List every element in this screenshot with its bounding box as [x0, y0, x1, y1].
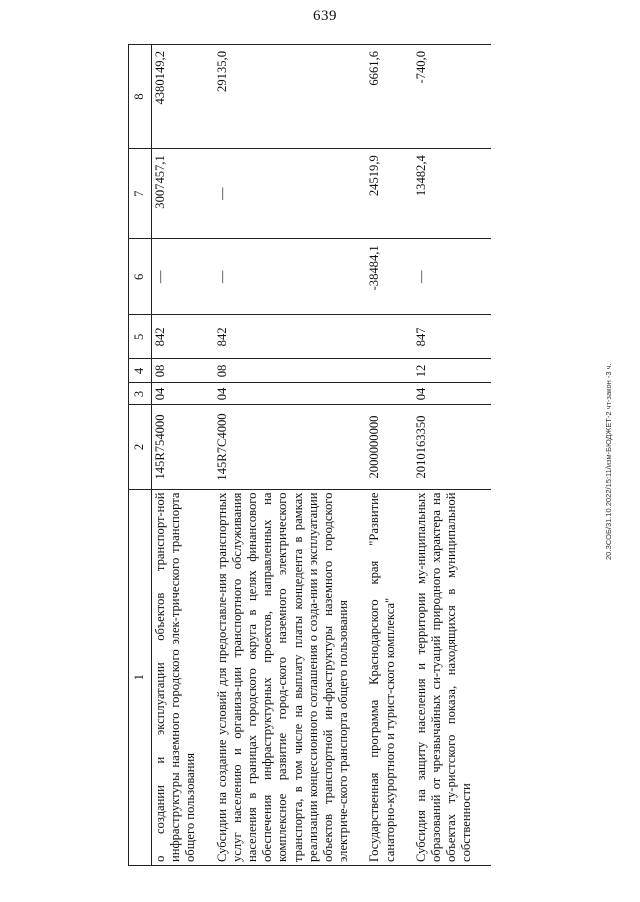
header-col-4: 4 [129, 359, 152, 383]
table-row [215, 45, 368, 866]
row-subsection: 08 [152, 359, 215, 383]
page-number: 639 [313, 8, 337, 24]
row-code: 145R754000 [152, 405, 215, 489]
row-subsection [367, 359, 413, 383]
row-name: Субсидии на создание условий для предоставле-ния транспортных услуг населению и организа-ции транспортного обслуживания населения в границах городского округа в целях финансового обеспечения инфраструктурных проектов, направленных на комплексное развитие город-ского наземного электрического транспорта, в том числе на выплату платы концедента в рамках реализации концессионного соглашения о созда-нии и эксплуатации объектов транспортной ин-фраструктуры наземного городского электриче-ского транспорта общего пользования [215, 489, 368, 865]
row-col-7: 24519,9 [367, 149, 413, 239]
header-col-8: 8 [129, 45, 152, 149]
budget-table [128, 44, 491, 866]
header-col-1: 1 [129, 489, 152, 865]
row-code: 2010163350 [414, 405, 491, 489]
row-code: 145R7C4000 [215, 405, 368, 489]
row-section: 04 [215, 383, 368, 405]
row-name: о создании и эксплуатации объектов транспорт-ной инфраструктуры наземного городского элек-трического транспорта общего пользования [152, 489, 215, 865]
table-row [367, 45, 413, 866]
row-section: 04 [152, 383, 215, 405]
row-subsection: 08 [215, 359, 368, 383]
header-col-3: 3 [129, 383, 152, 405]
row-name: Государственная программа Краснодарского края "Развитие санаторно-курортного и турист-ского комплекса" [367, 489, 413, 865]
row-expense-type: 842 [215, 315, 368, 359]
header-col-7: 7 [129, 149, 152, 239]
row-col-6: — [152, 239, 215, 315]
row-col-8: 29135,0 [215, 45, 368, 149]
row-subsection: 12 [414, 359, 491, 383]
header-col-6: 6 [129, 239, 152, 315]
document-footer-stamp: 20.ЗСОБ/31.10.2022/15:11/изм-БЮДЖЕТ-2 чт-закон -3 ч. [604, 363, 613, 560]
row-code: 2000000000 [367, 405, 413, 489]
budget-table-rotated [128, 44, 628, 866]
table-row [414, 45, 491, 866]
table-row [152, 45, 215, 866]
row-expense-type: 842 [152, 315, 215, 359]
row-col-6: — [215, 239, 368, 315]
row-section [367, 383, 413, 405]
row-expense-type [367, 315, 413, 359]
row-section: 04 [414, 383, 491, 405]
header-row [129, 45, 152, 866]
row-col-6: -38484,1 [367, 239, 413, 315]
row-name: Субсидия на защиту населения и территории му-ниципальных образований от чрезвычайных си-туаций природного характера на объектах ту-ристского показа, находящихся в муниципальной собственности [414, 489, 491, 865]
row-col-7: 3007457,1 [152, 149, 215, 239]
row-col-8: -740,0 [414, 45, 491, 149]
row-col-7: 13482,4 [414, 149, 491, 239]
row-expense-type: 847 [414, 315, 491, 359]
row-col-8: 6661,6 [367, 45, 413, 149]
header-col-2: 2 [129, 405, 152, 489]
header-col-5: 5 [129, 315, 152, 359]
row-col-7: — [215, 149, 368, 239]
row-col-6: — [414, 239, 491, 315]
row-col-8: 4380149,2 [152, 45, 215, 149]
